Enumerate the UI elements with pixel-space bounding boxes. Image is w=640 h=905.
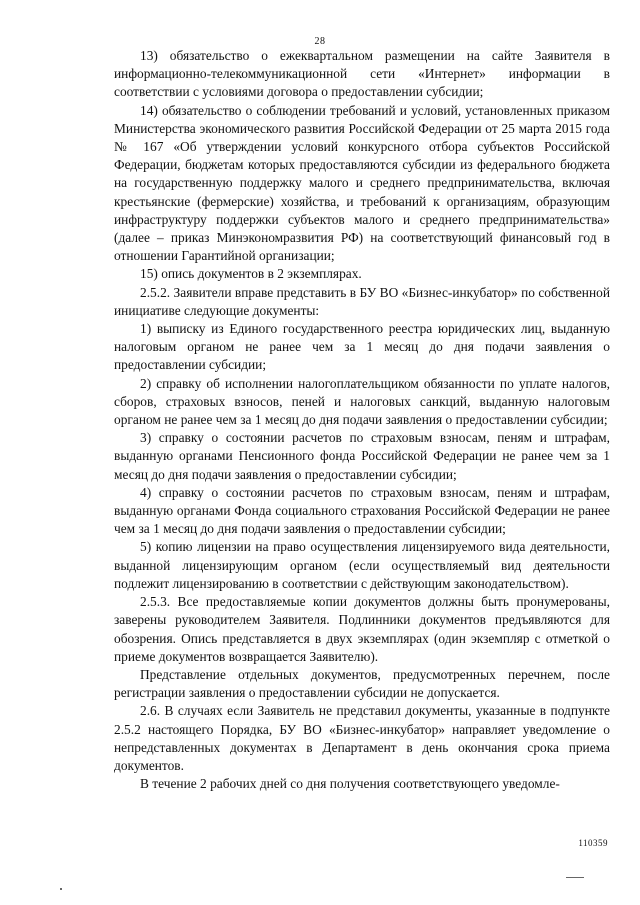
paragraph-2-5-2: 2.5.2. Заявители вправе представить в БУ ВО «Бизнес-инкубатор» по собственной инициативе следующие документы: bbox=[114, 284, 610, 318]
paragraph-2-5-2-item-3: 3) справку о состоянии расчетов по страховым взносам, пеням и штрафам, выданную органами Пенсионного фонда Российской Федерации не ранее чем за 1 месяц до дня подачи заявления о предоставлении субсидии; bbox=[114, 430, 610, 482]
document-body bbox=[114, 47, 610, 793]
paragraph-2-5-2-item-1: 1) выписку из Единого государственного реестра юридических лиц, выданную налоговым органом не ранее чем за 1 месяц до дня подачи заявления о предоставлении субсидии; bbox=[114, 321, 610, 373]
document-code: 110359 bbox=[578, 838, 608, 848]
page-number: 28 bbox=[314, 36, 326, 47]
paragraph-2-5-3: 2.5.3. Все предоставляемые копии документов должны быть пронумерованы, заверены руководителем Заявителя. Подлинники документов предъявляются для обозрения. Опись представляется в двух экземплярах (один экземпляр с отметкой о приеме документов возвращается Заявителю). bbox=[114, 594, 610, 664]
paragraph-2-5-2-item-5: 5) копию лицензии на право осуществления лицензируемого вида деятельности, выданной лицензирующим органом (если осуществляемый вид деятельности подлежит лицензированию в соответствии с действующим законодательством). bbox=[114, 539, 610, 591]
paragraph-item-14: 14) обязательство о соблюдении требований и условий, установленных приказом Министерства экономического развития Российской Федерации от 25 марта 2015 года № 167 «Об утверждении условий конкурсного отбора субъектов Российской Федерации, бюджетам которых предоставляются субсидии из федерального бюджета на государственную поддержку малого и среднего предпринимательства, включая крестьянские (фермерские) хозяйства, и требований к организациям, образующим инфраструктуру поддержки субъектов малого и среднего предпринимательства» (далее – приказ Минэкономразвития РФ) на соответствующий финансовый год в отношении Гарантийной организации; bbox=[114, 102, 610, 264]
paragraph-2-6: 2.6. В случаях если Заявитель не представил документы, указанные в подпункте 2.5.2 настоящего Порядка, БУ ВО «Бизнес-инкубатор» направляет уведомление о непредставленных документах в Департамент в день окончания срока приема документов. bbox=[114, 703, 610, 773]
paragraph-item-13: 13) обязательство о ежеквартальном размещении на сайте Заявителя в информационно-телекоммуникационной сети «Интернет» информации в соответствии с условиями договора о предоставлении субсидии; bbox=[114, 48, 610, 100]
paragraph-late-submission: Представление отдельных документов, предусмотренных перечнем, после регистрации заявления о предоставлении субсидии не допускается. bbox=[114, 666, 610, 701]
scan-mark bbox=[566, 877, 584, 878]
scan-mark bbox=[60, 888, 62, 890]
paragraph-notification-period: В течение 2 рабочих дней со дня получения соответствующего уведомле- bbox=[140, 776, 560, 792]
paragraph-item-15: 15) опись документов в 2 экземплярах. bbox=[140, 266, 362, 282]
paragraph-2-5-2-item-2: 2) справку об исполнении налогоплательщиком обязанности по уплате налогов, сборов, страховых взносов, пеней и налоговых санкций, выданную налоговым органом не ранее чем за 1 месяц до дня подачи заявления о предоставлении субсидии; bbox=[114, 375, 610, 428]
paragraph-2-5-2-item-4: 4) справку о состоянии расчетов по страховым взносам, пеням и штрафам, выданную органами Фонда социального страхования Российской Федерации не ранее чем за 1 месяц до дня подачи заявления о предоставлении субсидии; bbox=[114, 484, 610, 537]
